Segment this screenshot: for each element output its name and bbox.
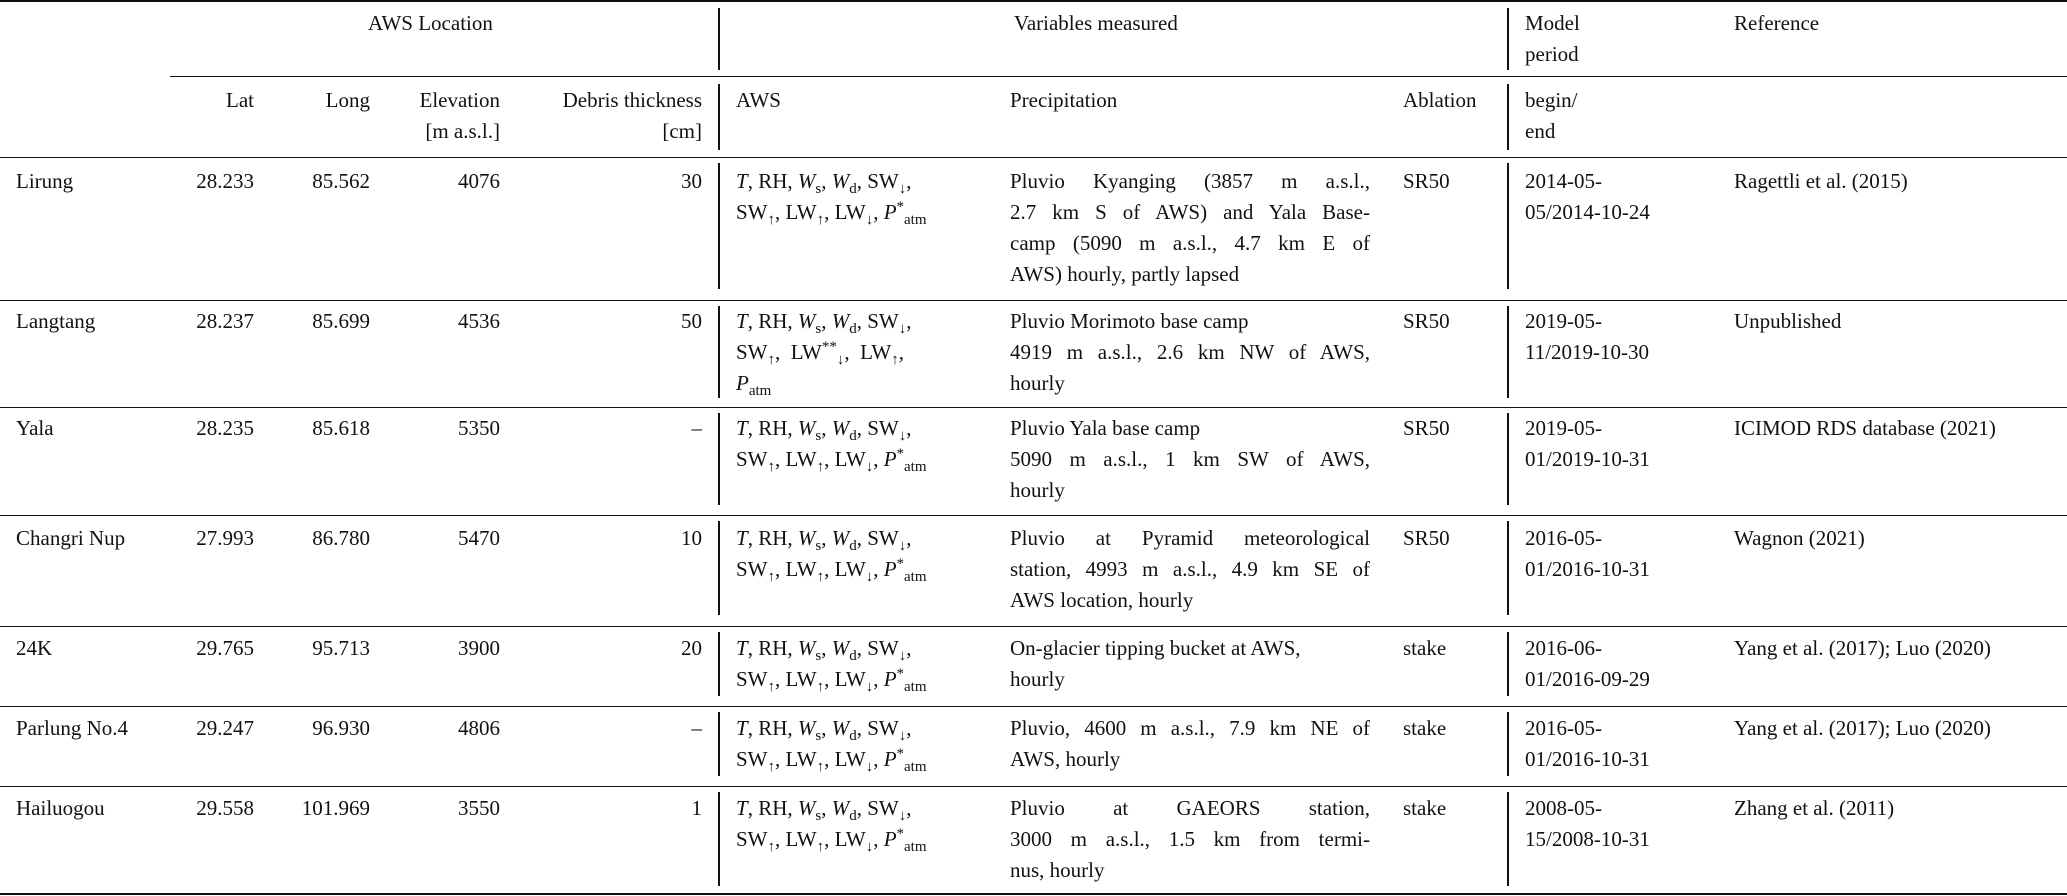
site-name: Lirung (16, 169, 74, 193)
column-divider (718, 306, 720, 398)
header-long: Long (325, 88, 370, 112)
header-model-period: Model period (1525, 11, 1580, 66)
header-ablation: Ablation (1403, 88, 1477, 112)
column-divider (718, 712, 720, 776)
elevation: 3550 (458, 796, 500, 820)
debris-thickness: 10 (681, 526, 702, 550)
site-name: Yala (16, 416, 54, 440)
site-name: Hailuogou (16, 796, 105, 820)
latitude: 28.233 (196, 169, 254, 193)
model-period: 2019-05- 01/2019-10-31 (1525, 416, 1650, 471)
column-divider (718, 632, 720, 696)
reference: Yang et al. (2017); Luo (2020) (1734, 716, 1991, 740)
model-period: 2016-06- 01/2016-09-29 (1525, 636, 1650, 691)
debris-thickness: 1 (691, 796, 702, 820)
latitude: 27.993 (196, 526, 254, 550)
row-rule (0, 786, 2067, 787)
aws-variables: T, RH, $W_s$, $W_d$, $SW_↓$, $SW_↑$, $LW_↑$, $LW_↓$, $P^*_{atm}$ (736, 169, 927, 229)
precipitation-source: Pluvio Yala base camp 5090 m a.s.l., 1 km SW of AWS, hourly (1010, 416, 1370, 502)
header-elevation: Elevation [m a.s.l.] (419, 88, 500, 143)
column-divider (718, 8, 720, 70)
row-rule (0, 407, 2067, 408)
elevation: 4806 (458, 716, 500, 740)
precipitation-source: Pluvio at GAEORS station, 3000 m a.s.l., 1.5 km from termi- nus, hourly (1010, 796, 1370, 882)
header-bottom-rule (0, 157, 2067, 158)
header-aws-location: AWS Location (368, 11, 493, 35)
header-aws: AWS (736, 88, 781, 112)
reference: Unpublished (1734, 309, 1842, 333)
longitude: 95.713 (312, 636, 370, 660)
aws-variables: T, RH, $W_s$, $W_d$, $SW_↓$, $SW_↑$, $LW_↑$, $LW_↓$, $P^*_{atm}$ (736, 526, 927, 586)
site-name: 24K (16, 636, 53, 660)
ablation-method: SR50 (1403, 416, 1450, 440)
bottom-rule (0, 893, 2067, 895)
column-divider (718, 792, 720, 886)
header-precipitation: Precipitation (1010, 88, 1118, 112)
precipitation-source: On-glacier tipping bucket at AWS, hourly (1010, 636, 1301, 691)
column-divider (718, 413, 720, 505)
latitude: 28.237 (196, 309, 254, 333)
reference: ICIMOD RDS database (2021) (1734, 416, 1996, 440)
column-divider (1507, 792, 1509, 886)
header-lat: Lat (226, 88, 254, 112)
model-period: 2016-05- 01/2016-10-31 (1525, 716, 1650, 771)
model-period: 2016-05- 01/2016-10-31 (1525, 526, 1650, 581)
row-rule (0, 626, 2067, 627)
elevation: 4076 (458, 169, 500, 193)
ablation-method: SR50 (1403, 526, 1450, 550)
latitude: 29.247 (196, 716, 254, 740)
aws-variables: T, RH, $W_s$, $W_d$, $SW_↓$, $SW_↑$, $LW_↑$, $LW_↓$, $P^*_{atm}$ (736, 416, 927, 476)
row-rule (0, 515, 2067, 516)
latitude: 29.765 (196, 636, 254, 660)
column-divider (1507, 712, 1509, 776)
column-divider (718, 521, 720, 615)
ablation-method: stake (1403, 716, 1447, 740)
model-period: 2019-05- 11/2019-10-30 (1525, 309, 1650, 364)
column-divider (718, 163, 720, 289)
header-group-rule (170, 76, 2067, 77)
column-divider (1507, 413, 1509, 505)
reference: Yang et al. (2017); Luo (2020) (1734, 636, 1991, 660)
aws-variables: T, RH, $W_s$, $W_d$, $SW_↓$, $SW_↑$, $LW^{**}_↓$, $LW_↑$, $P_{atm}$ (736, 309, 912, 400)
top-rule (0, 0, 2067, 2)
reference: Zhang et al. (2011) (1734, 796, 1895, 820)
model-period: 2008-05- 15/2008-10-31 (1525, 796, 1650, 851)
column-divider (718, 84, 720, 150)
debris-thickness: 30 (681, 169, 702, 193)
ablation-method: SR50 (1403, 309, 1450, 333)
elevation: 3900 (458, 636, 500, 660)
longitude: 85.562 (312, 169, 370, 193)
elevation: 4536 (458, 309, 500, 333)
column-divider (1507, 84, 1509, 150)
model-period: 2014-05- 05/2014-10-24 (1525, 169, 1650, 224)
latitude: 28.235 (196, 416, 254, 440)
debris-thickness: 20 (681, 636, 702, 660)
latitude: 29.558 (196, 796, 254, 820)
reference: Wagnon (2021) (1734, 526, 1865, 550)
header-reference: Reference (1734, 11, 1820, 35)
column-divider (1507, 163, 1509, 289)
ablation-method: SR50 (1403, 169, 1450, 193)
longitude: 96.930 (312, 716, 370, 740)
debris-thickness: – (691, 416, 702, 440)
column-divider (1507, 306, 1509, 398)
site-name: Langtang (16, 309, 96, 333)
longitude: 85.618 (312, 416, 370, 440)
row-rule (0, 300, 2067, 301)
ablation-method: stake (1403, 636, 1447, 660)
precipitation-source: Pluvio Morimoto base camp 4919 m a.s.l., 2.6 km NW of AWS, hourly (1010, 309, 1370, 395)
longitude: 101.969 (301, 796, 370, 820)
aws-variables: T, RH, $W_s$, $W_d$, $SW_↓$, $SW_↑$, $LW_↑$, $LW_↓$, $P^*_{atm}$ (736, 796, 927, 856)
ablation-method: stake (1403, 796, 1447, 820)
debris-thickness: – (691, 716, 702, 740)
precipitation-source: Pluvio, 4600 m a.s.l., 7.9 km NE of AWS, hourly (1010, 716, 1370, 771)
longitude: 85.699 (312, 309, 370, 333)
site-name: Parlung No.4 (16, 716, 128, 740)
aws-variables: T, RH, $W_s$, $W_d$, $SW_↓$, $SW_↑$, $LW_↑$, $LW_↓$, $P^*_{atm}$ (736, 716, 927, 776)
reference: Ragettli et al. (2015) (1734, 169, 1908, 193)
debris-thickness: 50 (681, 309, 702, 333)
aws-variables: T, RH, $W_s$, $W_d$, $SW_↓$, $SW_↑$, $LW_↑$, $LW_↓$, $P^*_{atm}$ (736, 636, 927, 696)
header-variables-measured: Variables measured (1014, 11, 1178, 35)
header-begin-end: begin/ end (1525, 88, 1578, 143)
site-name: Changri Nup (16, 526, 126, 550)
header-debris-thickness: Debris thickness [cm] (562, 88, 702, 143)
precipitation-source: Pluvio at Pyramid meteorological station, 4993 m a.s.l., 4.9 km SE of AWS location, hourly (1010, 526, 1370, 612)
elevation: 5470 (458, 526, 500, 550)
longitude: 86.780 (312, 526, 370, 550)
column-divider (1507, 8, 1509, 70)
row-rule (0, 706, 2067, 707)
column-divider (1507, 521, 1509, 615)
elevation: 5350 (458, 416, 500, 440)
precipitation-source: Pluvio Kyanging (3857 m a.s.l., 2.7 km S of AWS) and Yala Base- camp (5090 m a.s.l., 4.7 km E of AWS) hourly, partly lapsed (1010, 169, 1370, 286)
column-divider (1507, 632, 1509, 696)
